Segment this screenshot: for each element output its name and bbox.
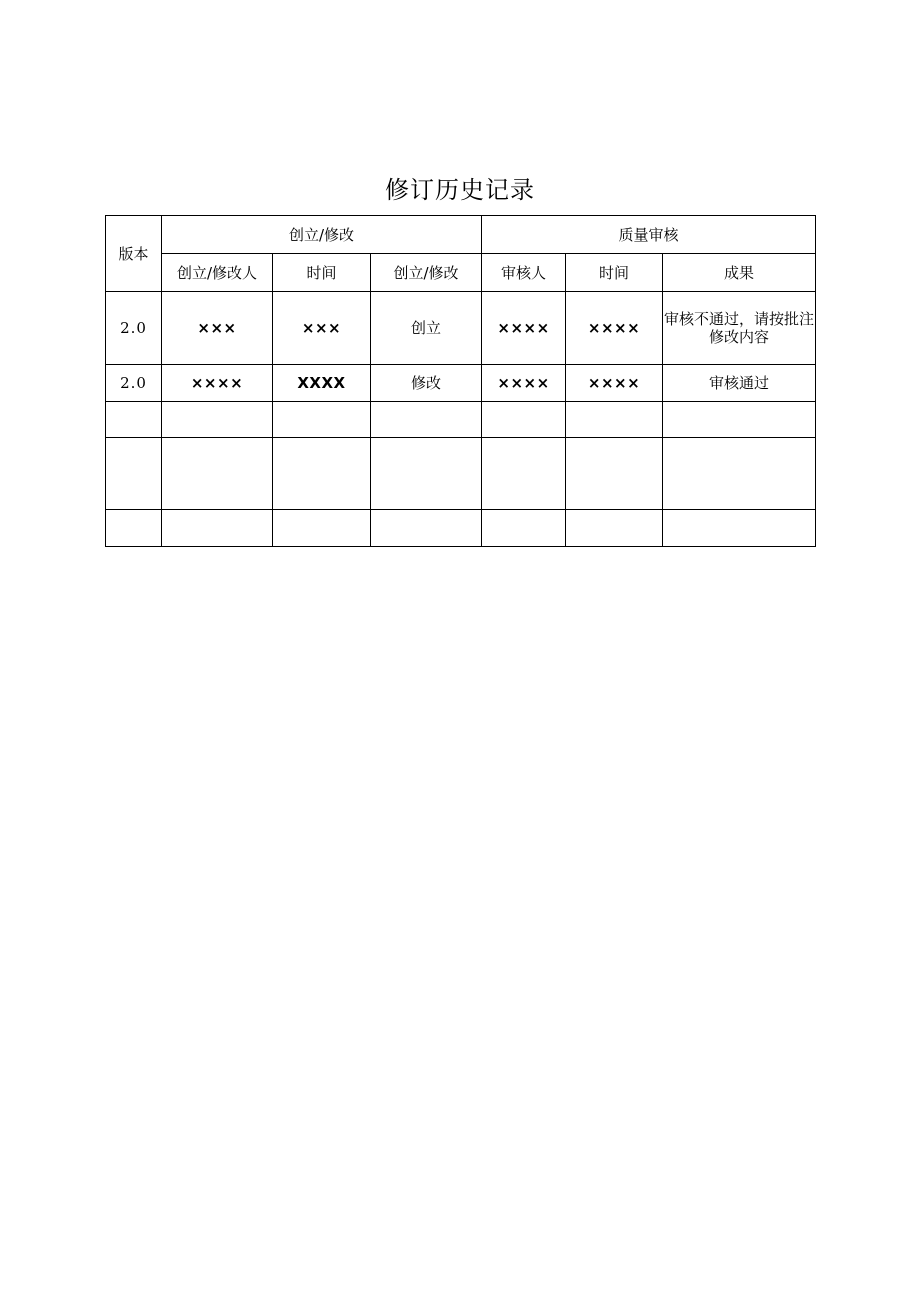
empty-cell xyxy=(162,438,273,510)
cell-result: 审核不通过，请按批注修改内容 xyxy=(663,292,816,365)
empty-row xyxy=(106,510,816,547)
cell-create-time: ××× xyxy=(273,292,371,365)
header-row-columns xyxy=(106,254,816,292)
cell-version: 2.0 xyxy=(106,365,162,402)
empty-row xyxy=(106,438,816,510)
cell-version: 2.0 xyxy=(106,292,162,365)
empty-cell xyxy=(482,510,566,547)
cell-review-time: ×××× xyxy=(566,292,663,365)
empty-cell xyxy=(162,510,273,547)
header-create-time: 时间 xyxy=(273,254,371,292)
table-row xyxy=(106,365,816,402)
header-version: 版本 xyxy=(106,216,162,292)
header-quality-review-group: 质量审核 xyxy=(482,216,816,254)
empty-cell xyxy=(162,402,273,438)
empty-cell xyxy=(106,438,162,510)
empty-cell xyxy=(663,402,816,438)
revision-history-table xyxy=(105,215,816,547)
header-review-time: 时间 xyxy=(566,254,663,292)
cell-creator: ××× xyxy=(162,292,273,365)
empty-cell xyxy=(566,510,663,547)
header-result: 成果 xyxy=(663,254,816,292)
empty-cell xyxy=(566,402,663,438)
empty-cell xyxy=(273,402,371,438)
cell-reviewer: ×××× xyxy=(482,365,566,402)
cell-create-action: 创立 xyxy=(371,292,482,365)
header-reviewer: 审核人 xyxy=(482,254,566,292)
cell-result: 审核通过 xyxy=(663,365,816,402)
empty-cell xyxy=(371,438,482,510)
empty-cell xyxy=(482,438,566,510)
empty-cell xyxy=(106,510,162,547)
empty-cell xyxy=(482,402,566,438)
empty-cell xyxy=(566,438,663,510)
empty-cell xyxy=(273,510,371,547)
empty-cell xyxy=(371,510,482,547)
empty-cell xyxy=(663,510,816,547)
empty-cell xyxy=(663,438,816,510)
header-row-group xyxy=(106,216,816,254)
cell-create-action: 修改 xyxy=(371,365,482,402)
empty-cell xyxy=(371,402,482,438)
empty-cell xyxy=(106,402,162,438)
cell-create-time: XXXX xyxy=(273,365,371,402)
cell-creator: ×××× xyxy=(162,365,273,402)
document-title: 修订历史记录 xyxy=(385,176,535,204)
empty-cell xyxy=(273,438,371,510)
header-create-action: 创立/修改 xyxy=(371,254,482,292)
header-create-modify-group: 创立/修改 xyxy=(162,216,482,254)
header-creator: 创立/修改人 xyxy=(162,254,273,292)
cell-reviewer: ×××× xyxy=(482,292,566,365)
table-row xyxy=(106,292,816,365)
cell-review-time: ×××× xyxy=(566,365,663,402)
empty-row xyxy=(106,402,816,438)
